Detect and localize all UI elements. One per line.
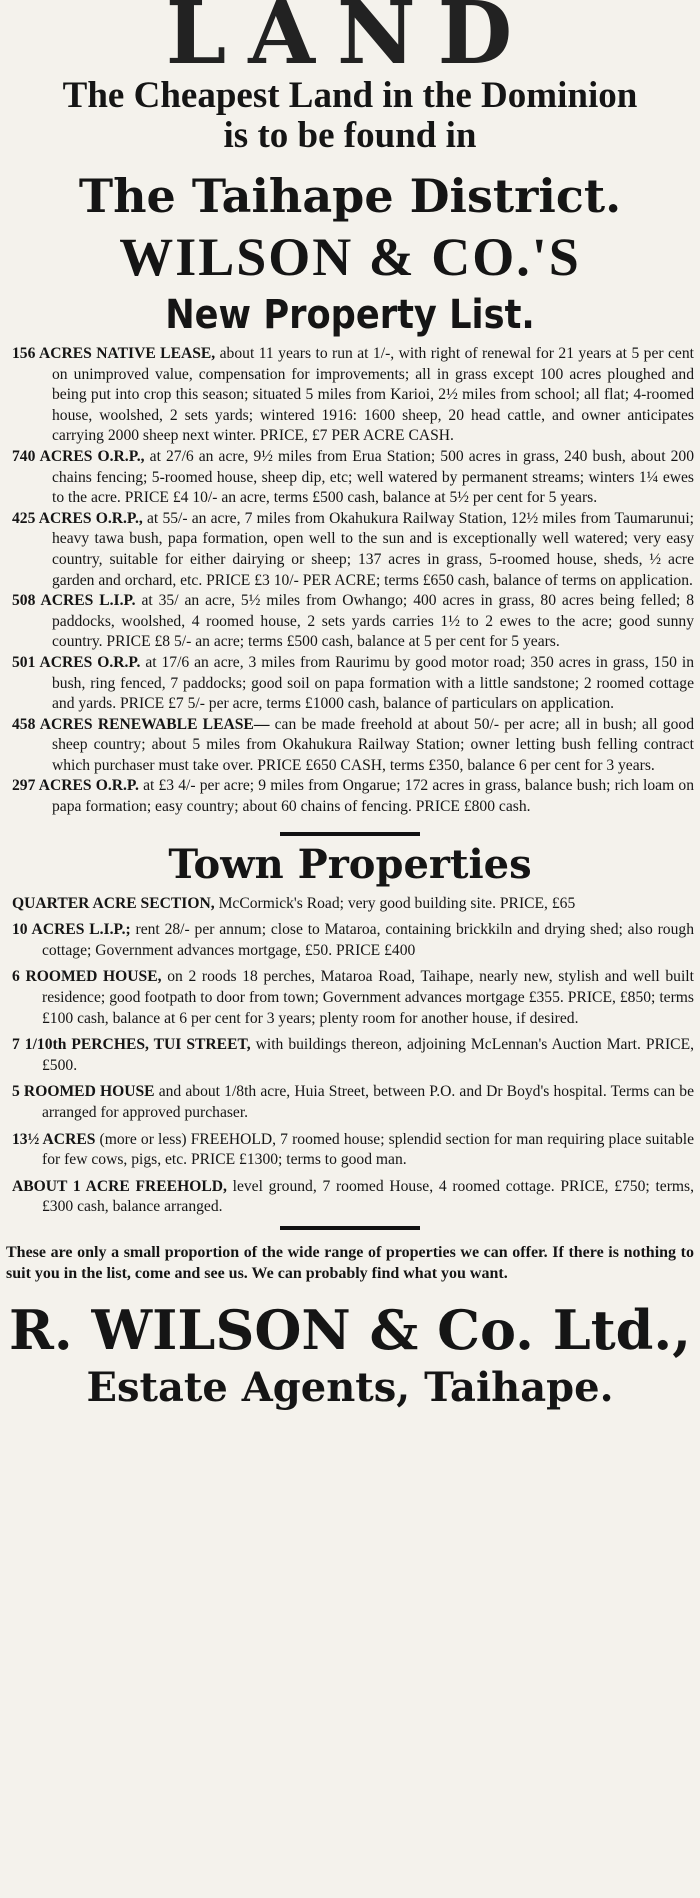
- town-body: (more or less) FREEHOLD, 7 roomed house; splendid section for man requiring place suitable for few cows, pigs, etc. PRICE £1300; terms to good man.: [42, 1130, 695, 1169]
- listing-body: at 55/- an acre, 7 miles from Okahukura Railway Station, 12½ miles from Taumarunui; heavy tawa bush, papa formation, open well to the sun and is exceptionally well watered; very easy country, suitable for either dairying or sheep; 137 acres in grass, 5-roomed house, sheds, ½ acre garden and orchard, etc. PRICE £3 10/- PER ACRE; terms £650 cash, balance of terms on application.: [52, 509, 695, 589]
- divider-rule: [280, 1226, 420, 1230]
- listing-item: [6, 776, 694, 817]
- agent-name: R. WILSON & Co. Ltd.,: [8, 1297, 691, 1362]
- listing-body: at £3 4/- per acre; 9 miles from Ongarue; 172 acres in grass, balance bush; rich loam on papa formation; easy country; about 60 chains of fencing. PRICE £800 cash.: [52, 777, 694, 816]
- town-item: [6, 894, 694, 915]
- listing-item: [6, 344, 694, 447]
- town-item: [6, 1082, 694, 1123]
- town-lead: QUARTER ACRE SECTION,: [12, 894, 215, 912]
- closing-note: These are only a small proportion of the wide range of properties we can offer. If there is nothing to suit you in the list, come and see us. We can probably find what you want.: [6, 1243, 694, 1282]
- town-item: [6, 1177, 694, 1218]
- listing-item: [6, 715, 694, 777]
- town-properties-title: Town Properties: [168, 840, 532, 888]
- town-item: [6, 1035, 694, 1076]
- listing-lead: 458 ACRES RENEWABLE LEASE—: [12, 715, 270, 733]
- listing-lead: 425 ACRES O.R.P.,: [12, 509, 143, 527]
- town-body: on 2 roods 18 perches, Mataroa Road, Taihape, nearly new, stylish and well built residence; good footpath to door from town; Government advances mortgage £355. PRICE, £850; terms £100 cash, balance at 6 per cent for 3 years; plenty room for another house, if desired.: [42, 968, 694, 1027]
- listing-item: [6, 653, 694, 715]
- headline-cheapest: The Cheapest Land in the Dominion: [62, 75, 638, 116]
- listing-lead: 508 ACRES L.I.P.: [12, 592, 136, 610]
- town-body: rent 28/- per annum; close to Mataroa, containing brickkiln and drying shed; also rough cottage; Government advances mortgage, £50. PRICE £400: [42, 921, 694, 959]
- listing-body: about 11 years to run at 1/-, with right of renewal for 21 years at 5 per cent on unimproved value, compensation for improvements; all in grass except 100 acres ploughed and being put into crop this season; situated 5 miles from Karioi, 2½ miles from school; all flat; 4-roomed house, woolshed, 2 sets yards; wintered 1916: 1600 sheep, 20 head cattle, and owner anticipates carrying 2000 sheep next winter. PRICE, £7 PER ACRE CASH.: [52, 345, 694, 445]
- listing-item: [6, 509, 694, 591]
- divider-rule: [280, 832, 420, 836]
- town-lead: 10 ACRES L.I.P.;: [12, 921, 131, 939]
- country-listings: [6, 344, 694, 818]
- listing-item: [6, 447, 694, 509]
- listing-body: at 35/ an acre, 5½ miles from Owhango; 400 acres in grass, 80 acres being felled; 8 paddocks, woolshed, 4 roomed house, 2 sets yards carries 1½ to 2 ewes to the acre; good sunny country. PRICE £8 5/- an acre; terms £500 cash, balance at 5 per cent for 5 years.: [52, 592, 695, 651]
- agent-role: Estate Agents, Taihape.: [86, 1363, 614, 1411]
- town-lead: 13½ ACRES: [12, 1130, 96, 1148]
- town-item: [6, 920, 694, 961]
- listing-lead: 156 ACRES NATIVE LEASE,: [12, 345, 216, 362]
- town-item: [6, 967, 694, 1029]
- listing-item: [6, 591, 694, 653]
- headline-district: The Taihape District.: [78, 169, 622, 223]
- town-lead: 5 ROOMED HOUSE: [12, 1083, 155, 1101]
- town-lead: 6 ROOMED HOUSE,: [12, 968, 162, 986]
- listing-lead: 501 ACRES O.R.P.: [12, 653, 141, 671]
- town-body: with buildings thereon, adjoining McLennan's Auction Mart. PRICE, £500.: [42, 1036, 694, 1074]
- headline-found: is to be found in: [223, 115, 477, 156]
- town-body: level ground, 7 roomed House, 4 roomed cottage. PRICE, £750; terms, £300 cash, balance arranged.: [42, 1177, 694, 1216]
- town-lead: ABOUT 1 ACRE FREEHOLD,: [12, 1177, 227, 1195]
- list-title: New Property List.: [165, 292, 535, 338]
- town-item: [6, 1130, 694, 1171]
- town-listings: [6, 894, 694, 1218]
- listing-body: can be made freehold at about 50/- per acre; all in bush; all good sheep country; about 5 miles from Okahukura Railway Station; owner letting bush felling contract which purchaser must take over. PRICE £650 CASH, terms £350, balance 6 per cent for 3 years.: [52, 715, 694, 774]
- town-body: McCormick's Road; very good building site. PRICE, £65: [218, 894, 576, 912]
- firm-name: WILSON & CO.'S: [119, 227, 581, 287]
- headline-land: LAND: [165, 0, 535, 84]
- town-lead: 7 1/10th PERCHES, TUI STREET,: [12, 1036, 251, 1054]
- town-body: and about 1/8th acre, Huia Street, between P.O. and Dr Boyd's hospital. Terms can be arranged for approved purchaser.: [42, 1083, 694, 1121]
- listing-body: at 17/6 an acre, 3 miles from Raurimu by good motor road; 350 acres in grass, 150 in bush, ring fenced, 7 paddocks; good soil on papa formation with a little sandstone; 2 roomed cottage and yards. PRICE £7 5/- per acre, terms £1000 cash, balance of particulars on application.: [52, 653, 694, 713]
- listing-lead: 740 ACRES O.R.P.,: [12, 447, 145, 465]
- listing-body: at 27/6 an acre, 9½ miles from Erua Station; 500 acres in grass, 240 bush, about 200 chains fencing; 5-roomed house, sheep dip, etc; well watered by permanent streams; winters 1¼ ewes to the acre. PRICE £4 10/- an acre, terms £500 cash, balance at 5½ per cent for 5 years.: [52, 447, 694, 507]
- listing-lead: 297 ACRES O.R.P.: [12, 777, 139, 795]
